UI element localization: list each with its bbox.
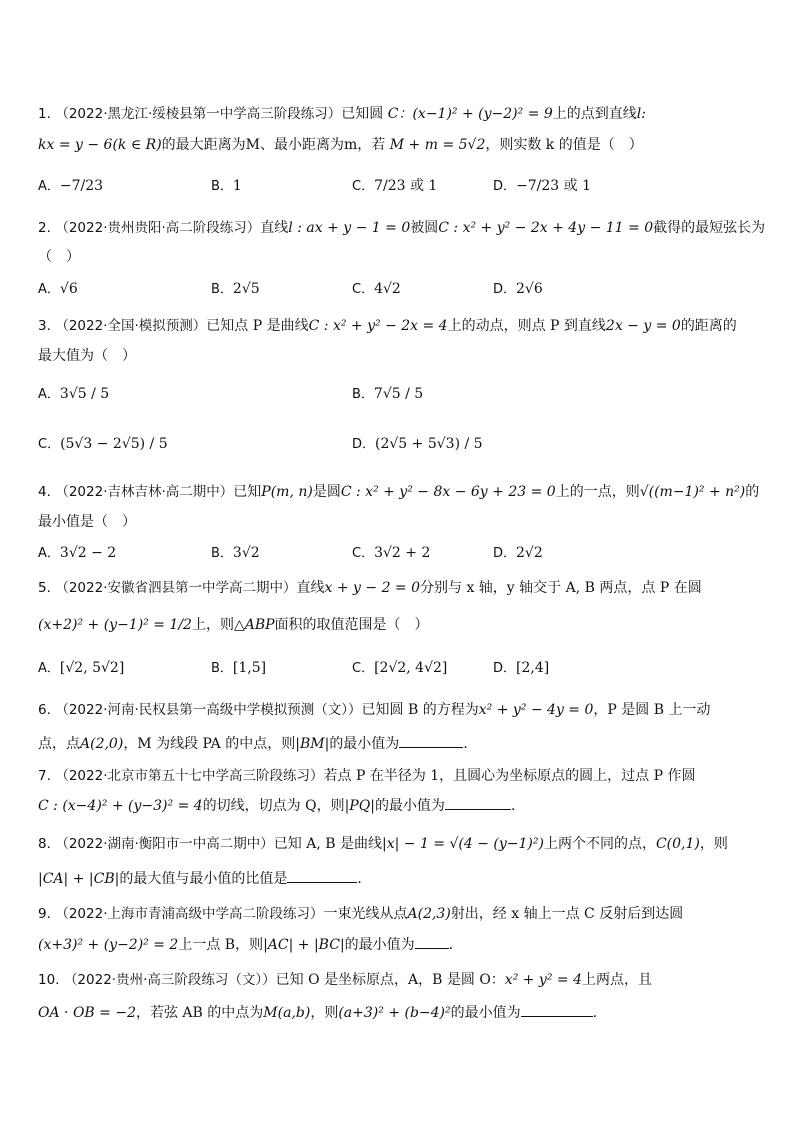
question-ask: 的最小值为 [344,937,415,953]
question-5-line-2 [38,615,429,635]
circle-equation: x² + y² − 4y = 0 [478,702,594,718]
expression: |AC| + |BC| [263,937,345,953]
option-b[interactable]: B．7√5 / 5 [352,386,424,402]
question-number: 9. [38,906,51,922]
answer-blank[interactable] [445,795,511,810]
question-text: 直线 [296,580,325,596]
curve-equation: C : x² + y² − 2x = 4 [308,318,448,334]
point: C(0,1) [655,836,700,852]
question-6-line-2: 点，点A(2,0)，M 为线段 PA 的中点，则|BM|的最小值为 . [38,733,468,754]
question-text: 上的动点，则点 P 到直线 [447,318,606,334]
option-c[interactable]: C．4√2 [352,281,401,297]
question-number: 1. [38,106,51,122]
question-text: 被圆 [410,220,439,236]
expression: |PQ| [344,798,375,814]
question-ask: 面积的取值范围是（ ） [274,617,429,633]
question-2-line-1 [38,218,765,238]
question-number: 10. [38,972,60,988]
option-d[interactable]: D．−7/23 或 1 [493,178,591,194]
option-value: 3√5 / 5 [59,386,110,402]
option-b[interactable]: B．1 [211,178,242,194]
question-text: 已知点 P 是曲线 [206,318,309,334]
option-value: 2√5 [232,281,260,297]
question-number: 7. [38,768,51,784]
question-text: 已知 A, B 是曲线 [273,836,382,852]
question-text: 上两个不同的点， [543,836,656,852]
question-7-line-1 [38,766,696,786]
option-value: −7/23 或 1 [516,178,591,194]
point: M(a,b) [263,1005,311,1021]
dot-product: OA · OB = −2 [38,1005,136,1021]
circle-equation: (x+3)² + (y−2)² = 2 [38,937,179,953]
question-text: ，P 是圆 B 上一动 [593,702,711,718]
option-value: 7√5 / 5 [373,386,424,402]
question-text: 射出，经 x 轴上一点 C 反射后到达圆 [450,906,684,922]
option-a[interactable]: A．−7/23 [38,178,104,194]
option-a[interactable]: A．3√2 − 2 [38,545,117,561]
question-number: 5. [38,580,51,596]
question-7-line-2: C : (x−4)² + (y−3)² = 4的切线，切点为 Q，则|PQ|的最小值为 . [38,795,515,816]
condition: M + m = 5√2 [389,137,486,153]
option-value: 2√6 [516,281,543,297]
option-value: [√2, 5√2] [59,660,125,676]
question-text: 上的点到直线 [552,106,637,122]
question-ask: 最小值是（ ） [38,514,136,530]
question-ask: 最大值为（ ） [38,348,136,364]
option-value: √6 [59,281,78,297]
circle-equation: C : (x−4)² + (y−3)² = 4 [38,798,203,814]
option-c[interactable]: C．3√2 + 2 [352,545,431,561]
question-source: （2022·黑龙江·绥棱县第一中学高三阶段练习） [55,106,342,122]
question-text: ，M 为线段 PA 的中点，则 [123,736,296,752]
option-value: 3√2 + 2 [374,545,431,561]
question-text: 已知 O 是坐标原点，A，B 是圆 O： [275,972,505,988]
option-a[interactable]: A．√6 [38,281,78,297]
option-c[interactable]: C．[2√2, 4√2] [352,660,448,676]
point: P(m, n) [261,484,313,500]
question-10-line-1 [38,970,652,990]
question-ask: 的最小值为 [329,736,400,752]
question-source: （2022·贵州贵阳·高二阶段练习） [55,220,261,236]
question-source: （2022·河南·民权县第一高级中学模拟预测（文）） [55,702,362,718]
option-c[interactable]: C．7/23 或 1 [352,178,438,194]
question-text: ，则 [699,836,728,852]
question-number: 4. [38,484,51,500]
option-value: [2√2, 4√2] [374,660,448,676]
curve-equation: |x| − 1 = √(4 − (y−1)²) [382,836,544,852]
question-text: 的切线，切点为 Q，则 [202,798,345,814]
question-text: 上的一点，则 [555,484,640,500]
option-value: 3√2 − 2 [59,545,117,561]
expression: (a+3)² + (b−4)² [338,1005,451,1021]
question-text: 的 [745,484,760,500]
question-1-line-2 [38,135,643,155]
question-text: 分别与 x 轴，y 轴交于 A, B 两点，点 P 在圆 [420,580,702,596]
circle-equation: C : x² + y² − 8x − 6y + 23 = 0 [340,484,556,500]
question-ask: 的最小值为 [450,1005,521,1021]
question-text: 是圆 [312,484,341,500]
question-text: 一束光线从点 [323,906,408,922]
question-text: 点，点 [38,736,80,752]
question-source: （2022·吉林吉林·高二期中） [55,484,234,500]
expression: √((m−1)² + n²) [639,484,746,500]
question-ask: 的最大值与最小值的比值是 [119,871,288,887]
option-a[interactable]: A．[√2, 5√2] [38,660,125,676]
question-ask: 的距离的 [680,318,737,334]
option-value: 3√2 [232,545,260,561]
question-3-line-1 [38,316,737,336]
question-source: （2022·全国·模拟预测） [55,318,207,334]
answer-blank[interactable] [521,1002,593,1017]
question-text: 上，则 [191,617,234,633]
expression: |CA| + |CB| [38,871,120,887]
question-4-line-2 [38,512,136,532]
line-equation: kx = y − 6(k ∈ R) [38,137,162,153]
option-b[interactable]: B．3√2 [211,545,260,561]
question-6-line-1 [38,700,710,720]
question-source: （2022·贵州·高三阶段练习（文）） [63,972,276,988]
answer-blank[interactable] [415,934,449,949]
option-value: 2√2 [516,545,543,561]
question-source: （2022·湖南·衡阳市一中高二期中） [55,836,274,852]
question-ask: （ ） [38,249,80,265]
question-source: （2022·上海市青浦高级中学高二阶段练习） [55,906,324,922]
question-4-line-1 [38,482,759,502]
question-text: 已知 [233,484,262,500]
question-9-line-2: (x+3)² + (y−2)² = 2上一点 B，则|AC| + |BC|的最小值为 . [38,934,453,955]
question-text: 已知圆 [341,106,384,122]
question-number: 6. [38,702,51,718]
option-value: (5√3 − 2√5) / 5 [60,436,168,452]
option-b[interactable]: B．[1,5] [211,660,267,676]
option-c[interactable]: C．(5√3 − 2√5) / 5 [38,436,168,452]
question-source: （2022·安徽省泗县第一中学高二期中） [55,580,297,596]
line-equation: l : ax + y − 1 = 0 [288,220,411,236]
line-equation: 2x − y = 0 [605,318,681,334]
question-text: 已知圆 B 的方程为 [361,702,479,718]
line-equation: x + y − 2 = 0 [324,580,421,596]
option-d[interactable]: D．[2,4] [493,660,550,676]
option-value: −7/23 [59,178,104,194]
question-ask: 的最小值为 [374,798,445,814]
option-a[interactable]: A．3√5 / 5 [38,386,110,402]
question-text: 直线 [260,220,289,236]
expression: |BM| [295,736,330,752]
answer-blank[interactable] [399,733,463,748]
circle-equation: C : x² + y² − 2x + 4y − 11 = 0 [438,220,654,236]
option-value: 1 [232,178,242,194]
question-source: （2022·北京市第五十七中学高三阶段练习） [55,768,324,784]
option-d[interactable]: D．(2√5 + 5√3) / 5 [352,436,483,452]
option-value: (2√5 + 5√3) / 5 [375,436,483,452]
question-10-line-2: OA · OB = −2，若弦 AB 的中点为M(a,b)，则(a+3)² + (b−4)²的最小值为 . [38,1002,597,1023]
question-text: 若点 P 在半径为 1，且圆心为坐标原点的圆上，过点 P 作圆 [323,768,696,784]
option-b[interactable]: B．2√5 [211,281,260,297]
question-9-line-1 [38,904,683,924]
circle-equation: C：(x−1)² + (y−2)² = 9 [387,106,553,122]
circle-equation: x² + y² = 4 [504,972,582,988]
option-value: [2,4] [516,660,550,676]
question-text: 上一点 B，则 [178,937,264,953]
question-text: 的最大距离为M、最小距离为m，若 [161,137,386,153]
question-text: 上两点，且 [582,972,652,988]
point: A(2,0) [80,736,124,752]
option-value: [1,5] [232,660,267,676]
point: A(2,3) [407,906,451,922]
question-ask: ，则实数 k 的值是（ ） [485,137,643,153]
triangle: △ABP [233,617,275,633]
option-d[interactable]: D．2√2 [493,545,543,561]
question-text: ，若弦 AB 的中点为 [135,1005,264,1021]
circle-equation: (x+2)² + (y−1)² = 1/2 [38,617,192,633]
question-5-line-1 [38,578,702,598]
question-number: 2. [38,220,51,236]
question-3-line-2 [38,346,136,366]
option-value: 4√2 [374,281,401,297]
question-number: 3. [38,318,51,334]
question-text: ，则 [310,1005,339,1021]
option-value: 7/23 或 1 [374,178,438,194]
option-d[interactable]: D．2√6 [493,281,543,297]
question-2-line-2 [38,247,80,267]
question-8-line-2: |CA| + |CB|的最大值与最小值的比值是 . [38,868,362,889]
question-8-line-1 [38,834,728,854]
question-1-line-1: 1. （2022·黑龙江·绥棱县第一中学高三阶段练习）已知圆 C：(x−1)² + (y−2)² = 9上的点到直线l: [38,106,646,122]
answer-blank[interactable] [287,868,357,883]
question-number: 8. [38,836,51,852]
question-ask: 截得的最短弦长为 [653,220,766,236]
